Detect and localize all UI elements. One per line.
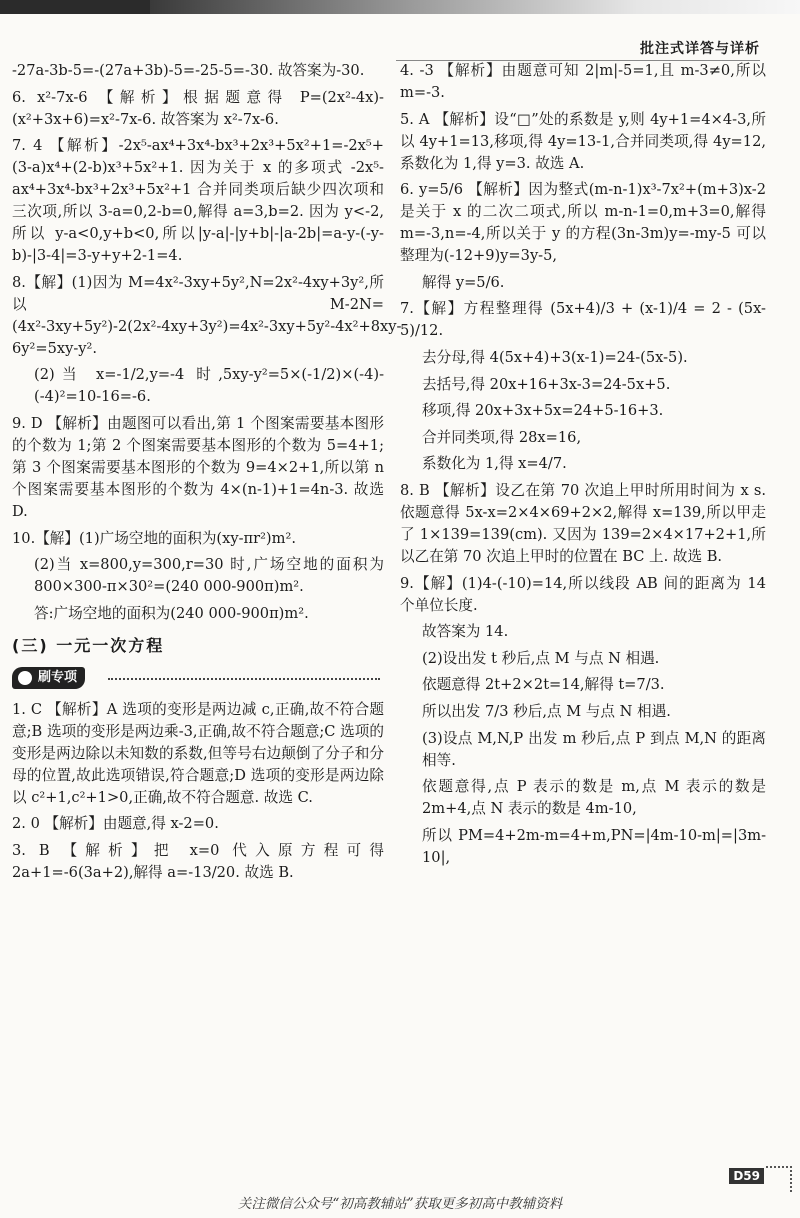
top-bar-gradient (150, 0, 800, 14)
right-column (400, 60, 766, 873)
answer-block: 9. D 【解析】由题图可以看出,第 1 个图案需要基本图形的个数为 1;第 2 个图案需要基本图形的个数为 5=4+1;第 3 个图案需要基本图形的个数为 9=4×2+1,所以第 n 个图案需要基本图形的个数为 4×(n-1)+1=4n-3. 故选 D. (12, 414, 384, 520)
answer-block: (2)设出发 t 秒后,点 M 与点 N 相遇. (422, 649, 660, 667)
footer-note: 关注微信公众号“初高教辅站”获取更多初高中教辅资料 (237, 1196, 563, 1212)
answer-block: 去括号,得 20x+16+3x-3=24-5x+5. (422, 375, 671, 393)
answer-block: 8. B 【解析】设乙在第 70 次追上甲时所用时间为 x s. 依题意得 5x-x=2×4×69+2×2,解得 x=139,所以甲走了 1×139=139(cm). 又因为 139=2×4×17+2+1,所以乙在第 70 次追上甲时的位置在 BC 上. 故选 B. (400, 481, 766, 565)
top-bar-dark-block (0, 0, 150, 14)
answer-block: 1. C 【解析】A 选项的变形是两边减 c,正确,故不符合题意;B 选项的变形是两边乘-3,正确,故不符合题意;C 选项的变形是两边除以未知数的系数,但等号右边颠倒了分子和分母的位置,故此选项错误,符合题意;D 选项的变形是两边除以 c²+1,c²+1>0,正确,故不符合题意. 故选 C. (12, 700, 384, 806)
dotted-divider (108, 678, 380, 680)
answer-block: 合并同类项,得 28x=16, (422, 428, 582, 446)
practice-badge-bar (12, 667, 384, 691)
answer-block: 8.【解】(1)因为 M=4x²-3xy+5y²,N=2x²-4xy+3y²,所以 M-2N=(4x²-3xy+5y²)-2(2x²-4xy+3y²)=4x²-3xy+5y²-4x²+8xy-6y²=5xy-y². (12, 273, 402, 357)
answer-block: 依题意得,点 P 表示的数是 m,点 M 表示的数是 2m+4,点 N 表示的数是 4m-10, (422, 778, 766, 818)
practice-badge-label: 刷专项 (38, 669, 78, 685)
page-number: D59 (729, 1168, 764, 1184)
answer-block: 4. -3 【解析】由题意可知 2|m|-5=1,且 m-3≠0,所以 m=-3. (400, 62, 766, 101)
answer-block: (2)当 x=800,y=300,r=30 时,广场空地的面积为 800×300-π×30²=(240 000-900π)m². (34, 556, 384, 596)
running-head: 批注式详答与详析 (640, 41, 760, 57)
answer-block: 移项,得 20x+3x+5x=24+5-16+3. (422, 402, 664, 420)
answer-block: 所以 PM=4+2m-m=4+m,PN=|4m-10-m|=|3m-10|, (422, 826, 766, 866)
answer-block: 系数化为 1,得 x=4/7. (422, 455, 567, 473)
answer-block: (3)设点 M,N,P 出发 m 秒后,点 P 到点 M,N 的距离相等. (422, 729, 766, 769)
answer-block: 7.【解】方程整理得 (5x+4)/3 + (x-1)/4 = 2 - (5x-5)/12. (400, 300, 766, 340)
page-corner-dots (766, 1166, 792, 1192)
badge-emblem-icon (18, 671, 32, 685)
answer-block: 6. y=5/6 【解析】因为整式(m-n-1)x³-7x²+(m+3)x-2 是关于 x 的二次二项式,所以 m-n-1=0,m+3=0,解得 m=-3,n=-4,所以关于 y 的方程(3n-3m)y=-my-5 可以整理为(-12+9)y=3y-5, (400, 181, 766, 265)
top-decorative-bar (0, 0, 800, 14)
answer-block: (2)当 x=-1/2,y=-4 时,5xy-y²=5×(-1/2)×(-4)-(-4)²=10-16=-6. (34, 366, 384, 406)
answer-block: 5. A 【解析】设“□”处的系数是 y,则 4y+1=4×4-3,所以 4y+1=13,移项,得 4y=13-1,合并同类项,得 4y=12,系数化为 1,得 y=3. 故选 A. (400, 110, 766, 172)
practice-badge (12, 667, 85, 689)
answer-block: 3. B 【解析】把 x=0 代入原方程可得 2a+1=-6(3a+2),解得 a=-13/20. 故选 B. (12, 841, 384, 881)
left-column (12, 60, 402, 889)
answer-block: 所以出发 7/3 秒后,点 M 与点 N 相遇. (422, 702, 671, 720)
answer-block: 10.【解】(1)广场空地的面积为(xy-πr²)m². (12, 529, 296, 547)
answer-block: 6. x²-7x-6 【解析】根据题意得 P=(2x²-4x)-(x²+3x+6)=x²-7x-6. 故答案为 x²-7x-6. (12, 88, 384, 128)
answer-block: -27a-3b-5=-(27a+3b)-5=-25-5=-30. 故答案为-30. (12, 62, 365, 79)
answer-block: 解得 y=5/6. (422, 273, 505, 291)
answer-block: 去分母,得 4(5x+4)+3(x-1)=24-(5x-5). (422, 348, 688, 366)
answer-block: 7. 4 【解析】-2x⁵-ax⁴+3x⁴-bx³+2x³+5x²+1=-2x⁵+(3-a)x⁴+(2-b)x³+5x²+1. 因为关于 x 的多项式 -2x⁵-ax⁴+3x⁴-bx³+2x³+5x²+1 合并同类项后缺少四次项和三次项,所以 3-a=0,2-b=0,解得 a=3,b=2. 因为 y<-2,所以 y-a<0,y+b<0,所以|y-a|-|y+b|-|a-2b|=a-y-(-y-b)-|3-4|=3-y+y+2-1=4. (12, 137, 384, 265)
section-title: (三) 一元一次方程 (12, 635, 165, 655)
answer-block: 依题意得 2t+2×2t=14,解得 t=7/3. (422, 676, 665, 694)
answer-block: 9.【解】(1)4-(-10)=14,所以线段 AB 间的距离为 14 个单位长度. (400, 574, 766, 614)
answer-block: 故答案为 14. (422, 623, 509, 641)
answer-block: 2. 0 【解析】由题意,得 x-2=0. (12, 815, 219, 833)
answer-block: 答:广场空地的面积为(240 000-900π)m². (34, 604, 309, 622)
